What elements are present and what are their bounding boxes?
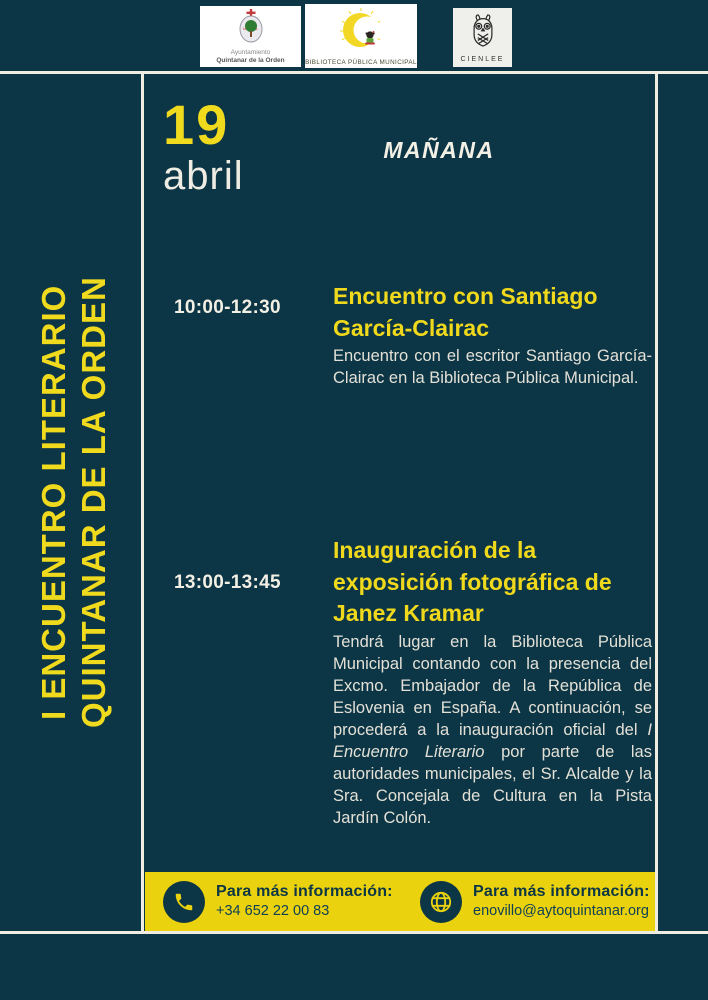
event-title: Inauguración de la exposición fotográfica de Janez Kramar	[333, 537, 612, 627]
globe-icon	[420, 881, 462, 923]
event-item-2	[174, 535, 652, 830]
divider-left	[141, 74, 144, 931]
event-item-1	[174, 281, 652, 390]
svg-text:L: L	[255, 25, 258, 31]
poster-vertical-title	[24, 230, 124, 775]
email-info-text	[473, 883, 650, 920]
ayuntamiento-caption: Ayuntamiento Quintanar de la Orden	[216, 48, 285, 64]
event-description	[333, 346, 652, 390]
phone-number: +34 652 22 00 83	[216, 902, 330, 919]
date-month: abril	[163, 153, 244, 198]
event-description-text: por parte de las autoridades municipales, el Sr. Alcalde y la Sra. Concejala de Cultura en la Pista Jardín Colón.	[333, 742, 652, 827]
phone-info-text	[216, 883, 393, 920]
poster-title-line1: I ENCUENTRO LITERARIO	[34, 284, 72, 721]
event-time: 10:00-12:30	[174, 297, 281, 318]
divider-bottom	[0, 931, 708, 934]
session-label: MAÑANA	[383, 137, 495, 163]
event-description-italic: I Encuentro Literario	[333, 720, 652, 761]
date-day: 19	[163, 93, 230, 156]
email-address: enovillo@aytoquintanar.org	[473, 902, 649, 919]
biblioteca-caption: BIBLIOTECA PÚBLICA MUNICIPAL	[305, 58, 417, 66]
cienlee-logo	[453, 8, 512, 67]
ayuntamiento-logo	[200, 6, 301, 67]
poster-title-line2: QUINTANAR DE LA ORDEN	[75, 276, 112, 729]
divider-right	[655, 74, 658, 931]
event-body	[333, 281, 652, 390]
cienlee-caption: CIENLEE	[460, 55, 505, 63]
phone-info	[163, 881, 396, 923]
moon-reader-icon	[335, 7, 387, 58]
event-description	[333, 632, 652, 829]
owl-icon	[466, 13, 500, 54]
phone-icon	[163, 881, 205, 923]
email-info-label: Para más información:	[473, 883, 650, 901]
event-time: 13:00-13:45	[174, 572, 281, 593]
event-body	[333, 535, 652, 830]
event-title: Encuentro con Santiago García-Clairac	[333, 283, 598, 341]
email-info	[420, 881, 650, 923]
biblioteca-logo	[305, 4, 417, 68]
event-description-text: Tendrá lugar en la Biblioteca Pública Municipal contando con la presencia del Excmo. Embajador de la República de Eslovenia en España. A continuación, se procederá a la inauguración oficial del	[333, 633, 652, 739]
crest-icon	[231, 8, 271, 49]
info-bar	[145, 872, 655, 931]
phone-info-label: Para más información:	[216, 883, 393, 901]
divider-top	[0, 71, 708, 74]
event-description-text: Encuentro con el escritor Santiago García-Clairac en la Biblioteca Pública Municipal.	[333, 347, 652, 388]
svg-text:M: M	[242, 25, 246, 31]
